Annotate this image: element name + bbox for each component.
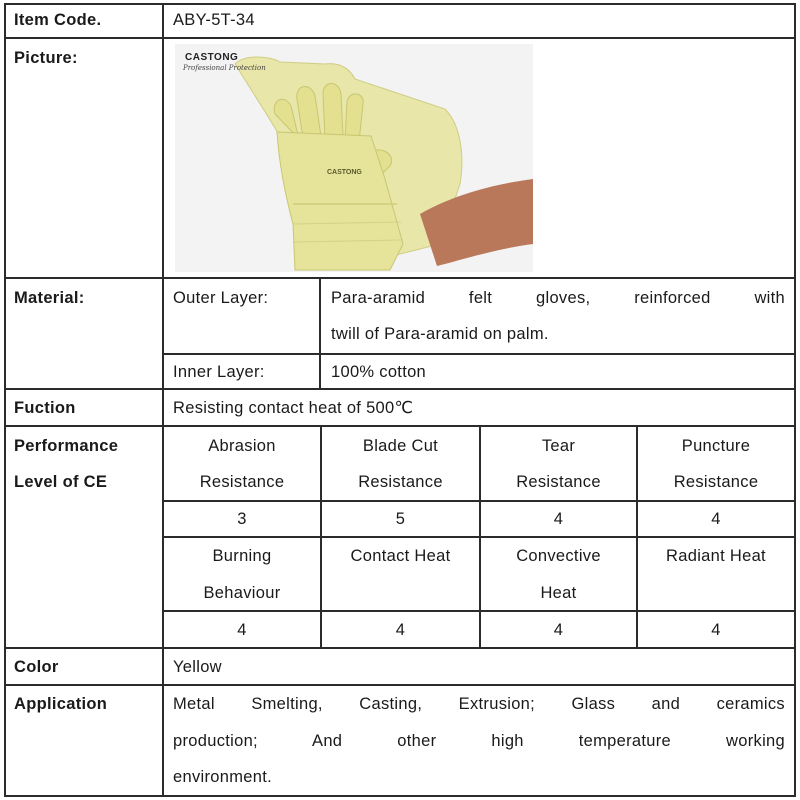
rule <box>163 353 796 355</box>
radiant-heat-header-1: Radiant Heat <box>666 547 766 565</box>
material-label: Material: <box>14 289 85 307</box>
abrasion-value: 3 <box>237 510 247 528</box>
rule <box>4 277 796 279</box>
gloves-photo <box>175 44 533 272</box>
application-line2: production; And other high temperature working <box>173 732 785 750</box>
rule <box>4 388 796 390</box>
rule <box>162 3 164 797</box>
blade-cut-header-2: Resistance <box>358 473 443 491</box>
rule <box>4 425 796 427</box>
rule <box>320 425 322 649</box>
blade-cut-value: 5 <box>395 510 406 528</box>
convective-value: 4 <box>553 621 564 639</box>
contact-heat-value: 4 <box>395 621 406 639</box>
rule <box>4 795 796 797</box>
color-value: Yellow <box>173 658 222 676</box>
performance-label-line2: Level of CE <box>14 473 108 491</box>
inner-layer-value: 100% cotton <box>331 363 427 381</box>
rule <box>4 3 6 797</box>
rule <box>4 684 796 686</box>
rule <box>319 277 321 390</box>
application-label: Application <box>14 695 108 713</box>
blade-cut-header-1: Blade Cut <box>362 437 439 455</box>
application-line1: Metal Smelting, Casting, Extrusion; Glass and ceramics <box>173 695 785 713</box>
burning-header-1: Burning <box>212 547 272 565</box>
rule <box>794 3 796 797</box>
fuction-label: Fuction <box>14 399 76 417</box>
color-label: Color <box>14 658 59 676</box>
rule <box>4 3 796 5</box>
rule <box>636 425 638 649</box>
glove-brand-label: CASTONG <box>327 169 362 176</box>
item-code-label: Item Code. <box>14 11 102 29</box>
application-line3: environment. <box>173 768 272 786</box>
rule <box>4 647 796 649</box>
tear-value: 4 <box>553 510 564 528</box>
outer-layer-line2: twill of Para-aramid on palm. <box>331 325 549 343</box>
rule <box>479 425 481 649</box>
convective-header-2: Heat <box>540 584 577 602</box>
contact-heat-header-1: Contact Heat <box>350 547 451 565</box>
performance-label-line1: Performance <box>14 437 119 455</box>
radiant-heat-value: 4 <box>711 621 721 639</box>
convective-header-1: Convective <box>516 547 601 565</box>
fuction-value: Resisting contact heat of 500℃ <box>173 399 414 417</box>
logo-tagline: Professional Protection <box>183 64 266 72</box>
outer-layer-label: Outer Layer: <box>173 289 269 307</box>
item-code-value: ABY-5T-34 <box>173 11 255 29</box>
tear-header-2: Resistance <box>516 473 601 491</box>
abrasion-header-1: Abrasion <box>208 437 276 455</box>
inner-layer-label: Inner Layer: <box>173 363 265 381</box>
outer-layer-line1: Para-aramid felt gloves, reinforced with <box>331 289 785 307</box>
rule <box>4 37 796 39</box>
burning-value: 4 <box>237 621 247 639</box>
gloves-photo-icon <box>175 44 533 272</box>
tear-header-1: Tear <box>541 437 576 455</box>
burning-header-2: Behaviour <box>203 584 281 602</box>
puncture-header-2: Resistance <box>673 473 759 491</box>
castong-logo: CASTONG <box>185 52 239 63</box>
picture-label: Picture: <box>14 49 78 67</box>
puncture-header-1: Puncture <box>681 437 751 455</box>
puncture-value: 4 <box>711 510 721 528</box>
abrasion-header-2: Resistance <box>199 473 285 491</box>
